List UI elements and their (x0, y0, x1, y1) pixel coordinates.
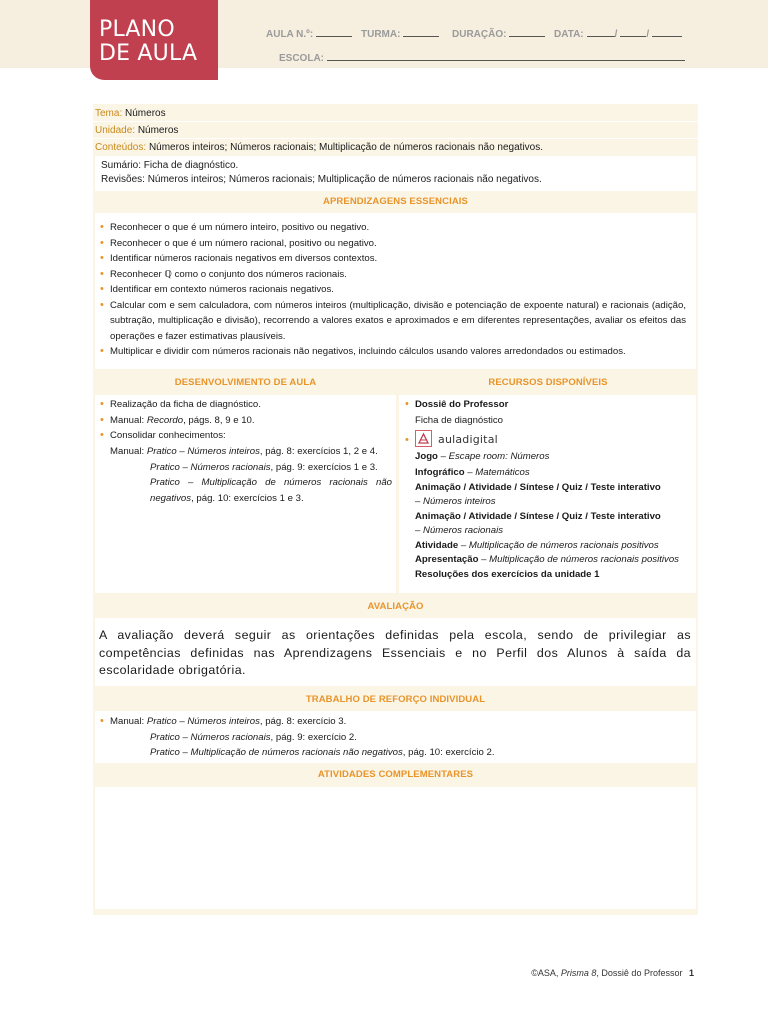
list-item: • Reconhecer ℚ como o conjunto dos números racionais. (98, 267, 686, 283)
escola-label: ESCOLA: (279, 53, 324, 64)
turma-label: TURMA: (361, 29, 401, 40)
escola-line (327, 51, 685, 61)
tema-label: Tema: (95, 108, 123, 119)
bullet-icon: • (405, 398, 409, 410)
pratico-label: Pratico (150, 461, 180, 473)
revisoes-label: Revisões: (101, 174, 145, 185)
exercise-topic: Números inteiros (187, 446, 260, 457)
recursos-list (403, 397, 693, 582)
page-footer (531, 968, 694, 978)
revisoes-value: Números inteiros; Números racionais; Multiplicação de números racionais não negativos. (147, 174, 542, 185)
auladigital-item (403, 430, 693, 450)
dash: – (188, 477, 194, 488)
list-item: • Identificar em contexto números racionais negativos. (98, 282, 686, 298)
atividade-value: Multiplicação de números racionais positivos (468, 540, 659, 551)
page-title (90, 0, 218, 80)
aula-field[interactable] (266, 27, 352, 40)
exercise-detail: , pág. 10: exercício 2. (402, 747, 495, 758)
list-item: • Calcular com e sem calculadora, com números inteiros (multiplicação, divisão e potenciação de expoente natural) e racionais (adição, subtração, multiplicação e divisão), recorrendo a valores exatos e aproximados e em diferentes representações, avaliar os efeitos das operações e fazer estimativas plausíveis. (98, 298, 686, 345)
animacao-label: Animação / Atividade / Síntese / Quiz / Teste interativo (415, 511, 661, 522)
apresentacao-label: Apresentação (415, 553, 479, 565)
atividade-item[interactable]: Atividade – Multiplicação de números racionais positivos (415, 540, 659, 551)
divider (93, 138, 698, 139)
unidade-label: Unidade: (95, 125, 136, 136)
exercise-topic: Números racionais (190, 461, 271, 473)
recursos-title: RECURSOS DISPONÍVEIS (488, 377, 608, 388)
book-title: Prisma 8 (560, 968, 597, 978)
list-item (98, 413, 394, 429)
data-label: DATA: (554, 29, 584, 40)
animacao-item-2[interactable]: Animação / Atividade / Síntese / Quiz / Teste interativo – Números racionais (415, 511, 661, 536)
dash: – (179, 716, 185, 727)
bullet-icon: • (405, 434, 409, 446)
pratico-label: Pratico (150, 477, 180, 488)
exercise-detail: , pág. 9: exercício 2. (270, 731, 357, 743)
dash: – (182, 731, 188, 743)
manual-label: Manual: (110, 716, 145, 727)
exercise-topic: Números inteiros (187, 716, 260, 727)
animacao-label: Animação / Atividade / Síntese / Quiz / Teste interativo (415, 482, 661, 493)
infografico-label: Infográfico (415, 466, 465, 478)
footer-comma: , (596, 968, 599, 978)
sumario-label: Sumário: (101, 160, 142, 171)
recordo-book: Recordo (146, 414, 184, 426)
copyright: ©ASA, (531, 968, 559, 978)
dash: – (182, 747, 188, 758)
pratico-label: Pratico (150, 747, 180, 758)
sumario-row (101, 160, 238, 171)
infografico-item[interactable]: Infográfico – Matemáticos (415, 466, 530, 478)
dossie-label: Dossiê do Professor (415, 399, 509, 410)
unidade-row (95, 125, 178, 136)
data-separator-1: / (614, 29, 618, 40)
divider (93, 121, 698, 122)
apresentacao-value: Multiplicação de números racionais positivos (489, 553, 679, 565)
bullet-icon: • (100, 715, 104, 727)
complementares-title: ATIVIDADES COMPLEMENTARES (317, 769, 474, 780)
atividade-label: Atividade (415, 540, 459, 551)
data-field[interactable] (554, 27, 682, 40)
list-item: • Reconhecer o que é um número inteiro, positivo ou negativo. (98, 220, 686, 236)
desenvolvimento-title: DESENVOLVIMENTO DE AULA (174, 377, 317, 388)
conteudos-row (95, 142, 543, 153)
pratico-label: Pratico (150, 731, 180, 743)
duracao-label: DURAÇÃO: (452, 29, 507, 40)
exercise-line (98, 714, 688, 730)
infografico-value: Matemáticos (475, 466, 530, 478)
aula-label: AULA N.º: (266, 29, 314, 40)
ficha-item (403, 413, 693, 429)
exercise-detail: , pág. 8: exercício 3. (259, 716, 347, 727)
data-day-line (587, 27, 615, 37)
data-separator-2: / (646, 29, 650, 40)
jogo-label: Jogo (415, 451, 438, 462)
escola-field[interactable] (279, 51, 685, 64)
aprendizagens-list (98, 220, 686, 360)
avaliacao-title: AVALIAÇÃO (367, 601, 424, 612)
exercise-topic: Números racionais (190, 731, 271, 743)
dossie-item (403, 397, 693, 413)
jogo-item[interactable]: Jogo – Escape room: Números (415, 451, 550, 462)
list-item: • Multiplicar e dividir com números racionais não negativos, incluindo cálculos usando valores arredondados ou estimados. (98, 344, 686, 360)
pratico-label: Pratico (146, 446, 177, 457)
sumario-value: Ficha de diagnóstico. (143, 160, 239, 171)
complementares-box[interactable] (95, 787, 696, 909)
exercise-line (110, 460, 392, 476)
exercise-line (98, 730, 688, 746)
exercise-line (110, 475, 392, 506)
manual-label: Manual: (110, 446, 145, 457)
list-item: • Consolidar conhecimentos: (98, 428, 394, 444)
dash: – (182, 461, 188, 473)
duracao-field[interactable] (452, 27, 545, 40)
desenvolvimento-list (98, 397, 394, 444)
resolucoes-item[interactable] (403, 568, 693, 582)
unidade-value: Números (137, 125, 179, 136)
exercise-topic: Multiplicação de números racionais não negativos (190, 747, 403, 758)
page-title-line-1: PLANO (99, 17, 175, 42)
exercise-line (98, 745, 688, 761)
data-year-line (652, 27, 682, 37)
animacao-value: Números inteiros (423, 495, 496, 507)
conteudos-value: Números inteiros; Números racionais; Multiplicação de números racionais não negativos. (148, 142, 544, 153)
jogo-value: Escape room: Números (448, 451, 550, 462)
exercise-detail: , pág. 10: exercícios 1 e 3. (191, 492, 304, 504)
exercise-detail: , pág. 8: exercícios 1, 2 e 4. (259, 446, 378, 457)
dossie-footer: Dossiê do Professor (601, 968, 683, 978)
list-item: • Identificar números racionais negativos em diversos contextos. (98, 251, 686, 267)
reforco-list (98, 714, 688, 761)
manual-label: Manual: (110, 414, 145, 426)
ficha-label: Ficha de diagnóstico (415, 414, 503, 426)
pratico-label: Pratico (146, 716, 177, 727)
manual-exercises (110, 444, 392, 506)
reforco-title: TRABALHO DE REFORÇO INDIVIDUAL (305, 694, 486, 705)
page-number: 1 (688, 968, 694, 978)
aula-line (316, 27, 352, 37)
exercise-detail: , pág. 9: exercícios 1 e 3. (270, 461, 378, 473)
conteudos-label: Conteúdos: (95, 142, 147, 153)
exercise-line (110, 444, 392, 460)
tema-value: Números (125, 108, 166, 119)
dash: – (179, 446, 185, 457)
turma-field[interactable] (361, 27, 439, 40)
recordo-pages: , págs. 8, 9 e 10. (183, 414, 255, 426)
apresentacao-item[interactable]: Apresentação – Multiplicação de números racionais positivos (415, 553, 679, 565)
avaliacao-text: A avaliação deverá seguir as orientações definidas pela escola, sendo de privilegiar as competências definidas nas Aprendizagens Essenciais e no Perfil dos Alunos à saída da escolaridade obrigatória. (99, 628, 691, 677)
aprendizagens-title: APRENDIZAGENS ESSENCIAIS (323, 196, 468, 207)
exercise-topic: Multiplicação de números racionais não negativos (150, 477, 392, 504)
animacao-value: Números racionais (423, 524, 503, 536)
duracao-line (509, 27, 545, 37)
resolucoes-label: Resoluções dos exercícios da unidade 1 (415, 569, 600, 580)
tema-row (95, 108, 166, 119)
data-month-line (620, 27, 646, 37)
list-item: • Realização da ficha de diagnóstico. (98, 397, 394, 413)
page-title-line-2: DE AULA (99, 41, 198, 66)
revisoes-row (101, 174, 542, 185)
turma-line (403, 27, 439, 37)
auladigital-wordmark: auladigital (438, 433, 498, 446)
auladigital-logo-icon (415, 430, 432, 447)
animacao-item-1[interactable]: Animação / Atividade / Síntese / Quiz / Teste interativo – Números inteiros (415, 482, 661, 507)
list-item: • Reconhecer o que é um número racional, positivo ou negativo. (98, 236, 686, 252)
